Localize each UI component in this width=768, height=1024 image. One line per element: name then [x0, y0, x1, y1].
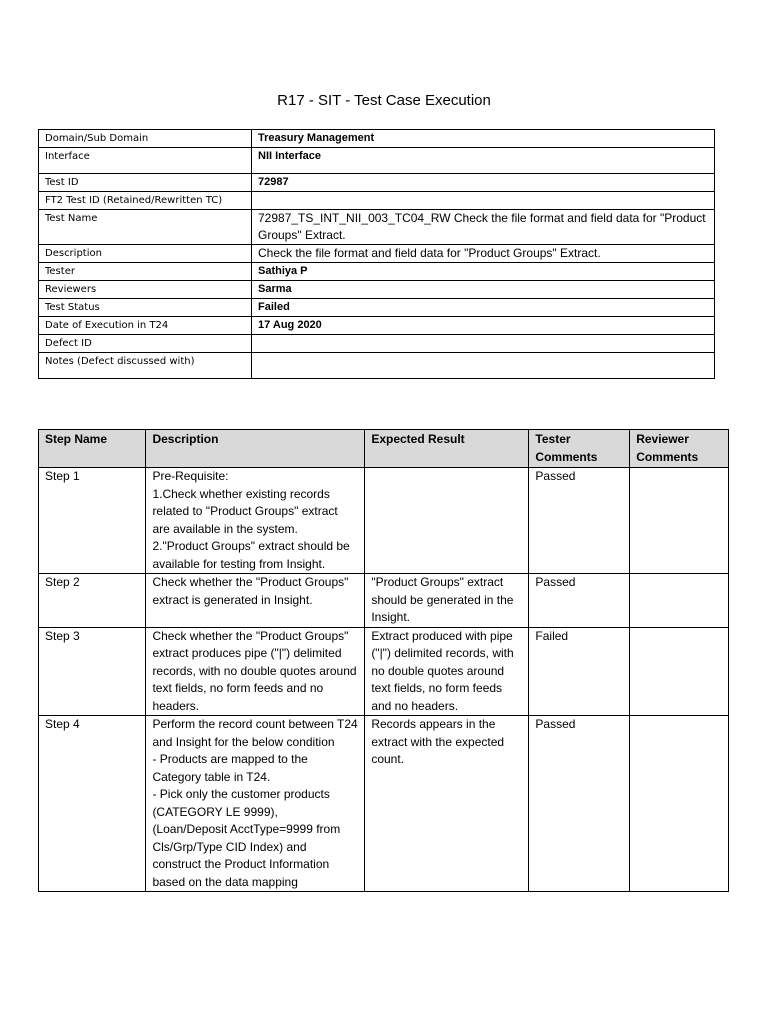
header-description: Description: [146, 430, 365, 468]
info-row-description: [39, 245, 715, 263]
defect-label: Defect ID: [39, 335, 252, 353]
interface-value: NII Interface: [252, 148, 715, 174]
info-row-domain: [39, 130, 715, 148]
step-expected-cell: Records appears in the extract with the expected count.: [365, 716, 529, 892]
reviewers-value: Sarma: [252, 281, 715, 299]
page-title: R17 - SIT - Test Case Execution: [277, 92, 491, 109]
steps-header-row: [39, 430, 729, 468]
step-description-cell: Check whether the "Product Groups" extract produces pipe ("|") delimited records, with no double quotes around text fields, no form feeds and no headers.: [146, 627, 365, 716]
header-step-name: Step Name: [39, 430, 146, 468]
step-description-cell: Check whether the "Product Groups" extract is generated in Insight.: [146, 574, 365, 628]
header-expected-result: Expected Result: [365, 430, 529, 468]
notes-label: Notes (Defect discussed with): [39, 353, 252, 379]
header-tester-comments: Tester Comments: [529, 430, 630, 468]
step-expected-cell: [365, 468, 529, 574]
step-expected-cell: "Product Groups" extract should be generated in the Insight.: [365, 574, 529, 628]
step-name-cell: Step 4: [39, 716, 146, 892]
test-steps-table: [38, 429, 729, 892]
test-name-value: 72987_TS_INT_NII_003_TC04_RW Check the file format and field data for "Product Groups" Extract.: [252, 210, 715, 245]
domain-value: Treasury Management: [252, 130, 715, 148]
table-row: [39, 716, 729, 892]
info-row-status: [39, 299, 715, 317]
table-row: [39, 627, 729, 716]
tester-value: Sathiya P: [252, 263, 715, 281]
step-name-cell: Step 1: [39, 468, 146, 574]
info-row-notes: [39, 353, 715, 379]
info-row-interface: [39, 148, 715, 174]
test-info-table: [38, 129, 715, 379]
step-tester-comment-cell: Passed: [529, 574, 630, 628]
table-row: [39, 468, 729, 574]
status-value: Failed: [252, 299, 715, 317]
header-reviewer-comments: Reviewer Comments: [630, 430, 729, 468]
step-tester-comment-cell: Failed: [529, 627, 630, 716]
step-reviewer-comment-cell: [630, 574, 729, 628]
steps-body: [39, 468, 729, 892]
status-label: Test Status: [39, 299, 252, 317]
ft2-label: FT2 Test ID (Retained/Rewritten TC): [39, 192, 252, 210]
step-name-cell: Step 2: [39, 574, 146, 628]
step-reviewer-comment-cell: [630, 716, 729, 892]
step-tester-comment-cell: Passed: [529, 468, 630, 574]
info-row-test-name: [39, 210, 715, 245]
ft2-value: [252, 192, 715, 210]
description-value: Check the file format and field data for "Product Groups" Extract.: [252, 245, 715, 263]
date-label: Date of Execution in T24: [39, 317, 252, 335]
description-label: Description: [39, 245, 252, 263]
defect-value: [252, 335, 715, 353]
info-row-tester: [39, 263, 715, 281]
test-name-label: Test Name: [39, 210, 252, 245]
step-reviewer-comment-cell: [630, 468, 729, 574]
reviewers-label: Reviewers: [39, 281, 252, 299]
info-row-date: [39, 317, 715, 335]
notes-value: [252, 353, 715, 379]
info-row-defect: [39, 335, 715, 353]
info-row-test-id: [39, 174, 715, 192]
step-tester-comment-cell: Passed: [529, 716, 630, 892]
info-row-reviewers: [39, 281, 715, 299]
step-description-cell: Perform the record count between T24 and Insight for the below condition - Products are mapped to the Category table in T24. - Pick only the customer products (CATEGORY LE 9999), (Loan/Deposit AcctType=9999 from Cls/Grp/Type CID Index) and construct the Product Information based on the data mapping: [146, 716, 365, 892]
step-name-cell: Step 3: [39, 627, 146, 716]
info-row-ft2: [39, 192, 715, 210]
tester-label: Tester: [39, 263, 252, 281]
step-description-cell: Pre-Requisite: 1.Check whether existing records related to "Product Groups" extract are available in the system. 2."Product Groups" extract should be available for testing from Insight.: [146, 468, 365, 574]
date-value: 17 Aug 2020: [252, 317, 715, 335]
interface-label: Interface: [39, 148, 252, 174]
step-reviewer-comment-cell: [630, 627, 729, 716]
test-id-label: Test ID: [39, 174, 252, 192]
domain-label: Domain/Sub Domain: [39, 130, 252, 148]
step-expected-cell: Extract produced with pipe ("|") delimited records, with no double quotes around text fields, no form feeds and no headers.: [365, 627, 529, 716]
table-row: [39, 574, 729, 628]
test-id-value: 72987: [252, 174, 715, 192]
